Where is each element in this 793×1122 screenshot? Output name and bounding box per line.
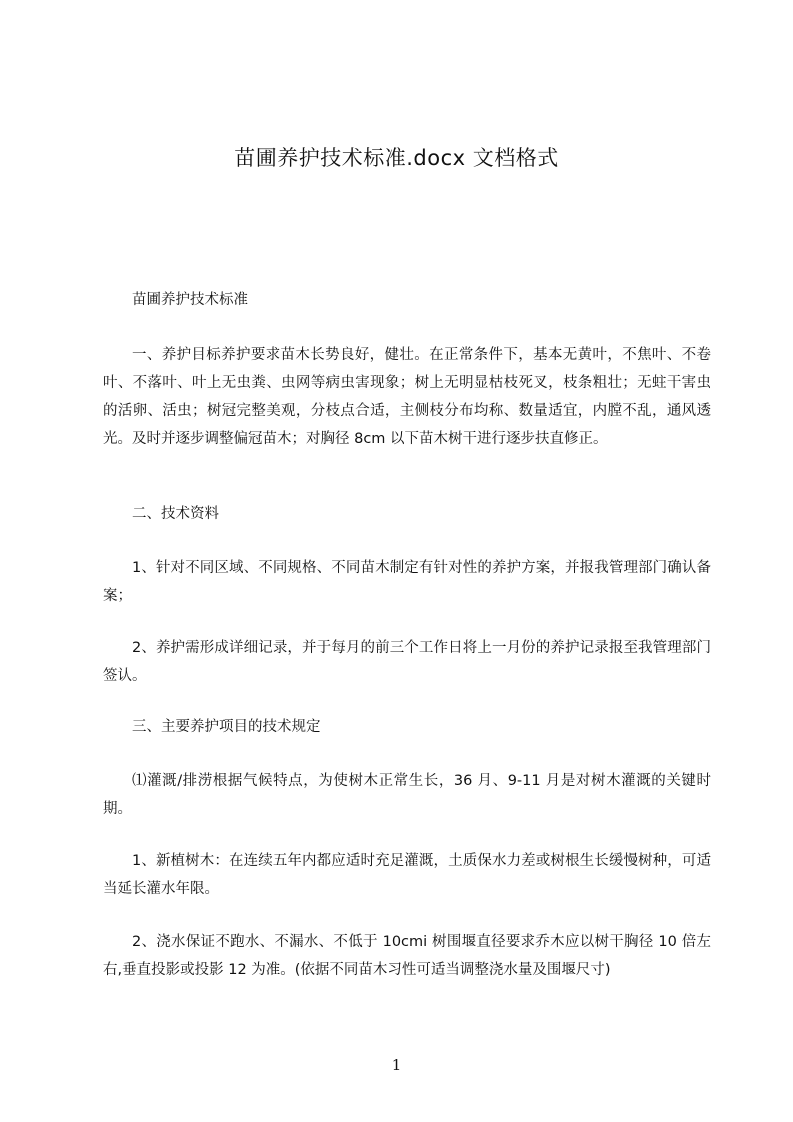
- section-heading-technical-rules: 三、主要养护项目的技术规定: [132, 719, 321, 735]
- paragraph-watering: 2、浇水保证不跑水、不漏水、不低于 10cmi 树围堰直径要求乔木应以树干胸径 10 倍左右,垂直投影或投影 12 为准。(依据不同苗木习性可适当调整浇水量及围堰尺寸): [103, 934, 711, 978]
- paragraph-technical-data-2: 2、养护需形成详细记录，并于每月的前三个工作日将上一月份的养护记录报至我管理部门签认。: [103, 640, 711, 684]
- paragraph-maintenance-goal: 一、养护目标养护要求苗木长势良好，健壮。在正常条件下，基本无黄叶，不焦叶、不卷叶、不落叶、叶上无虫粪、虫网等病虫害现象；树上无明显枯枝死叉，枝条粗壮；无蛀干害虫的活卵、活虫；树冠完整美观，分枝点合适，主侧枝分布均称、数量适宜，内膛不乱，通风透光。及时并逐步调整偏冠苗木；对胸径 8cm 以下苗木树干进行逐步扶直修正。: [103, 347, 711, 447]
- paragraph-new-trees: 1、新植树木：在连续五年内都应适时充足灌溉，土质保水力差或树根生长缓慢树种，可适当延长灌水年限。: [103, 853, 711, 897]
- paragraph-heading: 苗圃养护技术标准: [132, 292, 248, 308]
- paragraph-irrigation: ⑴灌溉/排涝根据气候特点，为使树木正常生长，36 月、9-11 月是对树木灌溉的关键时期。: [103, 773, 711, 817]
- page-number: 1: [391, 1056, 402, 1074]
- document-title: 苗圃养护技术标准.docx 文档格式: [234, 146, 559, 170]
- section-heading-technical-data: 二、技术资料: [132, 506, 219, 522]
- paragraph-technical-data-1: 1、针对不同区域、不同规格、不同苗木制定有针对性的养护方案，并报我管理部门确认备案；: [103, 560, 711, 604]
